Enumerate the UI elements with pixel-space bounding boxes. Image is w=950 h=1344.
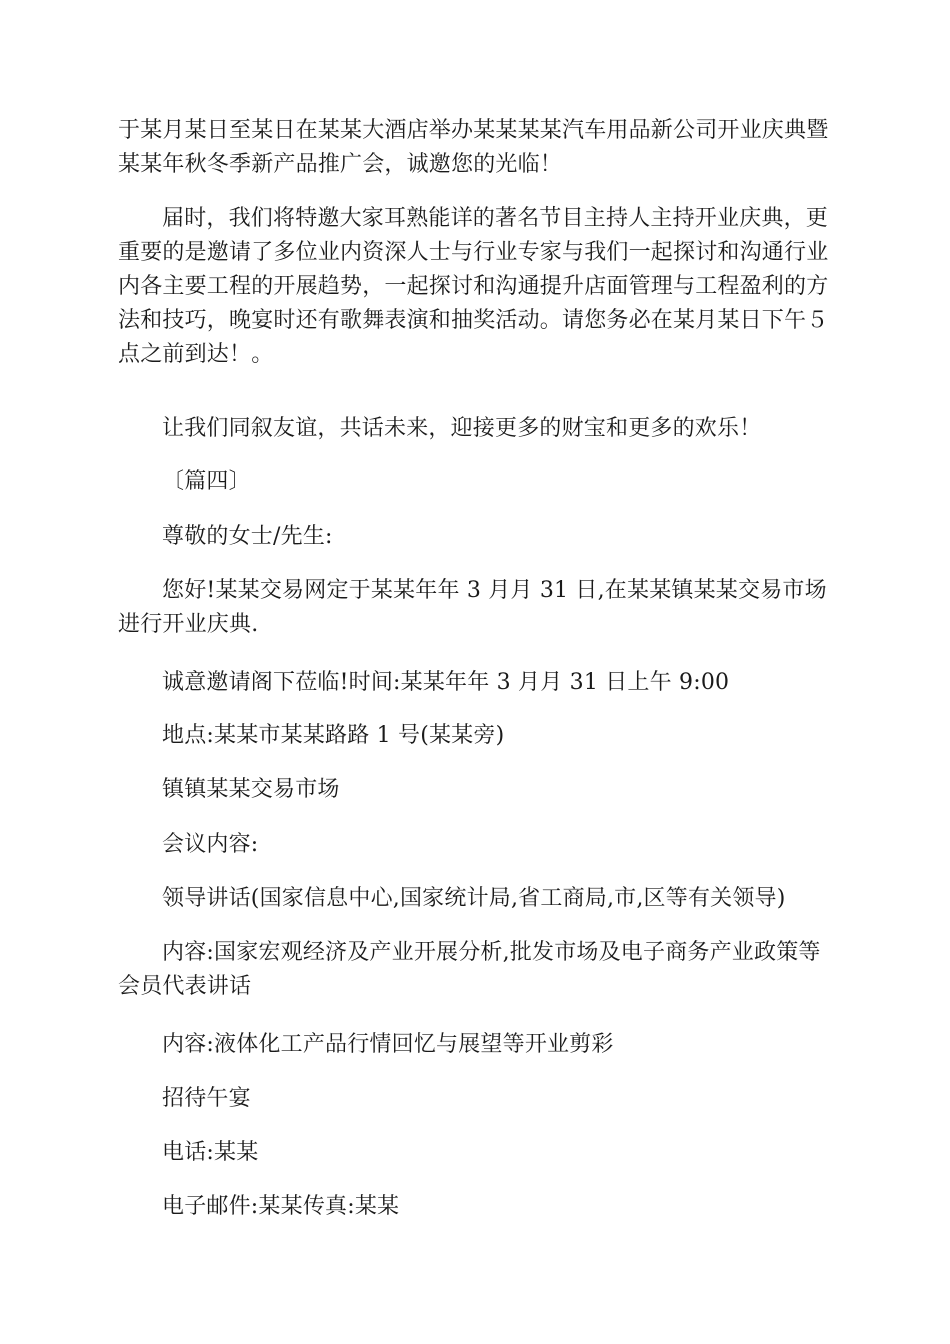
paragraph-lunch [118, 1082, 838, 1116]
paragraph-opening-event [118, 114, 838, 182]
text-line: 电子邮件:某某传真:某某 [162, 1194, 400, 1219]
text-line: 镇镇某某交易市场 [162, 777, 340, 802]
text-line: 于某月某日至某日在某某大酒店举办某某某某汽车用品新公司开业庆典暨 [118, 118, 829, 143]
paragraph-content-chemical [118, 1028, 838, 1062]
paragraph-market [118, 773, 838, 807]
text-line: 电话:某某 [162, 1140, 259, 1165]
text-line: 会议内容: [162, 832, 259, 857]
text-line: 诚意邀请阁下莅临!时间:某某年年 3 月月 31 日上午 9:00 [162, 670, 730, 695]
text-line: 某某年秋冬季新产品推广会，诚邀您的光临！ [118, 152, 563, 177]
text-line: 地点:某某市某某路路 1 号(某某旁) [162, 723, 505, 748]
paragraph-location [118, 719, 838, 753]
text-line: 内容:国家宏观经济及产业开展分析,批发市场及电子商务产业政策等 [162, 940, 821, 965]
paragraph-greeting [118, 574, 838, 642]
text-line: 让我们同叙友谊，共话未来，迎接更多的财宝和更多的欢乐！ [162, 416, 762, 441]
text-line: 进行开业庆典. [118, 612, 259, 637]
paragraph-phone [118, 1136, 838, 1170]
text-line: 届时，我们将特邀大家耳熟能详的著名节目主持人主持开业庆典，更 [162, 206, 829, 231]
text-line: 尊敬的女士/先生: [162, 524, 333, 549]
paragraph-content-economy [118, 936, 838, 1004]
paragraph-invite-time [118, 666, 838, 700]
text-line: 〔篇四〕 [162, 469, 251, 494]
text-line: 领导讲话(国家信息中心,国家统计局,省工商局,市,区等有关领导) [162, 886, 786, 911]
salutation [118, 520, 838, 554]
paragraph-meeting-content [118, 828, 838, 862]
text-line: 内容:液体化工产品行情回忆与展望等开业剪彩 [162, 1032, 614, 1057]
paragraph-leader-speech [118, 882, 838, 916]
text-line: 内各主要工程的开展趋势，一起探讨和沟通提升店面管理与工程盈利的方 [118, 274, 829, 299]
text-line: 招待午宴 [162, 1086, 251, 1111]
text-line: 重要的是邀请了多位业内资深人士与行业专家与我们一起探讨和沟通行业 [118, 240, 829, 265]
paragraph-email-fax [118, 1190, 838, 1224]
text-line: 会员代表讲话 [118, 974, 252, 999]
text-line: 点之前到达！。 [118, 342, 274, 367]
paragraph-event-details [118, 202, 838, 372]
paragraph-closing-wish [118, 412, 838, 446]
section-heading [118, 465, 838, 499]
text-line: 您好!某某交易网定于某某年年 3 月月 31 日,在某某镇某某交易市场 [162, 578, 827, 603]
text-line: 法和技巧，晚宴时还有歌舞表演和抽奖活动。请您务必在某月某日下午５ [118, 308, 829, 333]
